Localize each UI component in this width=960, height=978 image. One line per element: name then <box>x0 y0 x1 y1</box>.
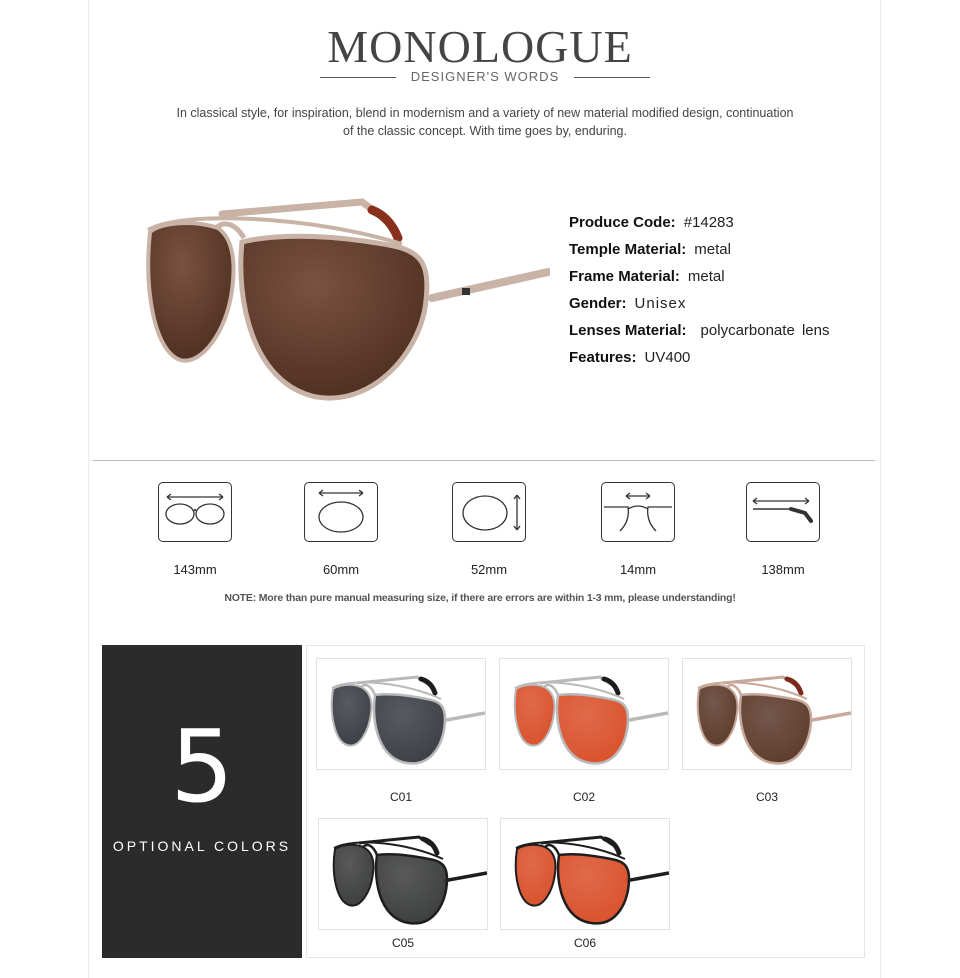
spec-list <box>569 214 829 376</box>
color-variant-thumbnail[interactable] <box>682 658 852 770</box>
tagline-rule-right <box>574 77 650 78</box>
color-variant-thumbnail[interactable] <box>316 658 486 770</box>
spec-value: polycarbonate lens <box>700 322 830 339</box>
color-variant-thumbnail[interactable] <box>318 818 488 930</box>
bridge-width-icon <box>601 482 675 542</box>
temple-length-icon <box>746 482 820 542</box>
color-variant-code: C06 <box>573 936 596 950</box>
frame-width-icon <box>158 482 232 542</box>
color-variant-code: C01 <box>389 790 412 804</box>
spec-label: Produce Code: <box>569 214 676 231</box>
brand-title: MONOLOGUE <box>327 21 633 72</box>
color-count: 5 <box>170 708 234 825</box>
sunglasses-image <box>683 659 851 769</box>
measurement-value: 52mm <box>470 562 508 577</box>
sunglasses-image <box>317 659 485 769</box>
lens-height-icon <box>452 482 526 542</box>
measurement-value: 138mm <box>761 562 805 577</box>
measurement-value: 60mm <box>322 562 360 577</box>
spec-label: Frame Material: <box>569 268 680 285</box>
spec-label: Lenses Material: <box>569 322 687 339</box>
spec-gender <box>569 295 829 322</box>
optional-colors-panel <box>102 645 302 958</box>
intro-text <box>150 104 820 140</box>
intro-line-1: In classical style, for inspiration, blend in modernism and a variety of new material modified design, continuation <box>176 106 794 120</box>
spec-label: Gender: <box>569 295 627 312</box>
measurement-lens-height <box>434 482 544 577</box>
color-variant-thumbnail[interactable] <box>499 658 669 770</box>
color-count-label: OPTIONAL COLORS <box>112 838 292 854</box>
spec-label: Features: <box>569 349 637 366</box>
spec-lenses-material <box>569 322 829 349</box>
section-divider <box>93 460 875 461</box>
spec-value: UV400 <box>644 349 691 366</box>
spec-temple-material <box>569 241 829 268</box>
tagline: DESIGNER'S WORDS <box>410 69 560 84</box>
lens-width-icon <box>304 482 378 542</box>
measurement-frame-width <box>140 482 250 577</box>
measurement-value: 14mm <box>619 562 657 577</box>
sunglasses-image <box>500 659 668 769</box>
spec-features <box>569 349 829 376</box>
measurement-value: 143mm <box>173 562 217 577</box>
measurement-note: NOTE: More than pure manual measuring size, if there are errors are within 1-3 mm, please understanding! <box>224 592 736 604</box>
intro-line-2: of the classic concept. With time goes by, enduring. <box>343 124 627 138</box>
spec-value: #14283 <box>683 214 734 231</box>
sunglasses-image <box>319 819 487 929</box>
spec-frame-material <box>569 268 829 295</box>
color-variant-thumbnail[interactable] <box>500 818 670 930</box>
spec-value: Unisex <box>634 295 687 312</box>
hero-sunglasses-image <box>132 180 550 410</box>
tagline-row <box>320 69 650 87</box>
spec-produce-code <box>569 214 829 241</box>
color-variant-code: C03 <box>755 790 778 804</box>
spec-value: metal <box>687 268 725 285</box>
color-variant-code: C05 <box>391 936 414 950</box>
spec-label: Temple Material: <box>569 241 687 258</box>
spec-value: metal <box>694 241 731 258</box>
color-variant-code: C02 <box>572 790 595 804</box>
measurement-temple-length <box>728 482 838 577</box>
measurement-lens-width <box>286 482 396 577</box>
measurement-bridge-width <box>583 482 693 577</box>
sunglasses-image <box>501 819 669 929</box>
